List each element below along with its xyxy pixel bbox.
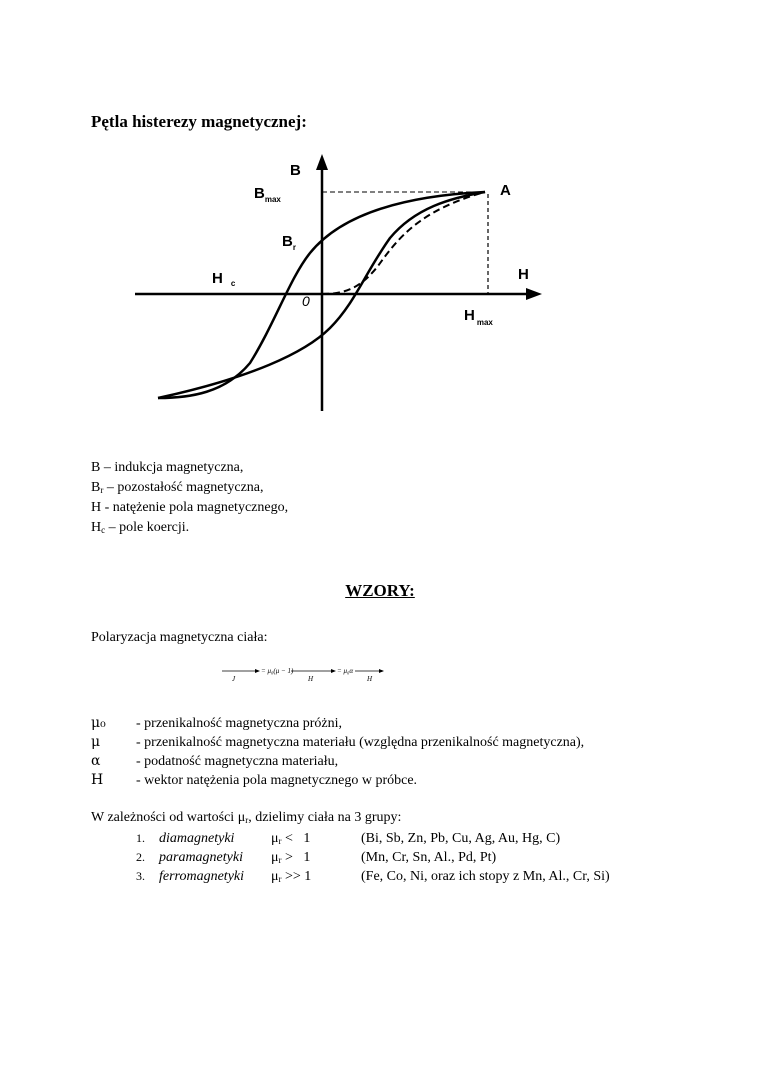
group-row-ferromagnetic: 3. ferromagnetyki $\mu_r >> 1$ (Fe, Co, Ni, oraz ich stopy z Mn, Al., Cr, Si) — [136, 869, 610, 884]
definition-row: α - podatność magnetyczna materiału, — [91, 753, 339, 769]
label-hmax: H — [464, 307, 475, 324]
label-a: A — [500, 182, 511, 199]
definition-row: μ₀ - przenikalność magnetyczna próżni, — [91, 715, 343, 731]
formula-j: J — [232, 675, 236, 683]
group-row-diamagnetic: 1. diamagnetyki $\mu_r < 1$ (Bi, Sb, Zn, Pb, Cu, Ag, Au, Hg, C) — [136, 831, 561, 846]
label-h: H — [518, 266, 529, 283]
formula-eq1: = μ₀(μ − 1) — [261, 667, 294, 675]
groups-list — [91, 829, 691, 886]
label-hmax-sub: max — [476, 318, 493, 327]
polarization-formula — [220, 662, 390, 684]
label-br-sub: r — [292, 243, 296, 252]
label-hc-sub: c — [230, 279, 236, 288]
legend-row-h: H - natężenie pola magnetycznego, — [91, 500, 289, 515]
legend-row-hc: $H_c$ – pole koercji. — [91, 520, 190, 535]
formula-eq2: = μ₀α — [337, 667, 354, 675]
label-br: B — [282, 233, 293, 250]
legend — [91, 459, 288, 539]
svg-text:Hc — [212, 270, 236, 288]
hysteresis-loop-figure — [130, 148, 550, 418]
label-hc: H — [212, 270, 223, 287]
page-title: Pętla histerezy magnetycznej: — [91, 112, 307, 131]
h-axis-arrow — [526, 288, 542, 300]
svg-text:Br — [282, 233, 296, 252]
legend-row-b: B – indukcja magnetyczna, — [91, 460, 244, 475]
b-axis-arrow — [316, 154, 328, 170]
group-row-paramagnetic: 2. paramagnetyki $\mu_r > 1$ (Mn, Cr, Sn, Al., Pd, Pt) — [136, 850, 497, 865]
svg-text:Hmax — [464, 307, 493, 327]
formula-h2: H — [367, 675, 373, 683]
definitions-list — [91, 714, 584, 790]
initial-curve — [322, 192, 485, 294]
section-heading: WZORY: — [345, 581, 415, 600]
label-b: B — [290, 162, 301, 179]
groups-intro: W zależności od wartości $\mu_r$, dzielimy ciała na 3 grupy: — [91, 810, 402, 825]
label-bmax-sub: max — [264, 195, 281, 204]
label-bmax: B — [254, 185, 265, 202]
intro-text: Polaryzacja magnetyczna ciała: — [91, 630, 268, 645]
svg-text:Bmax — [254, 185, 281, 204]
label-origin: 0 — [302, 293, 310, 309]
definition-row: μ - przenikalność magnetyczna materiału (względna przenikalność magnetyczna), — [91, 734, 585, 750]
formula-h1: H — [308, 675, 314, 683]
definition-row: H - wektor natężenia pola magnetycznego w próbce. — [91, 772, 418, 788]
legend-row-br: $B_r$ – pozostałość magnetyczna, — [91, 480, 264, 495]
